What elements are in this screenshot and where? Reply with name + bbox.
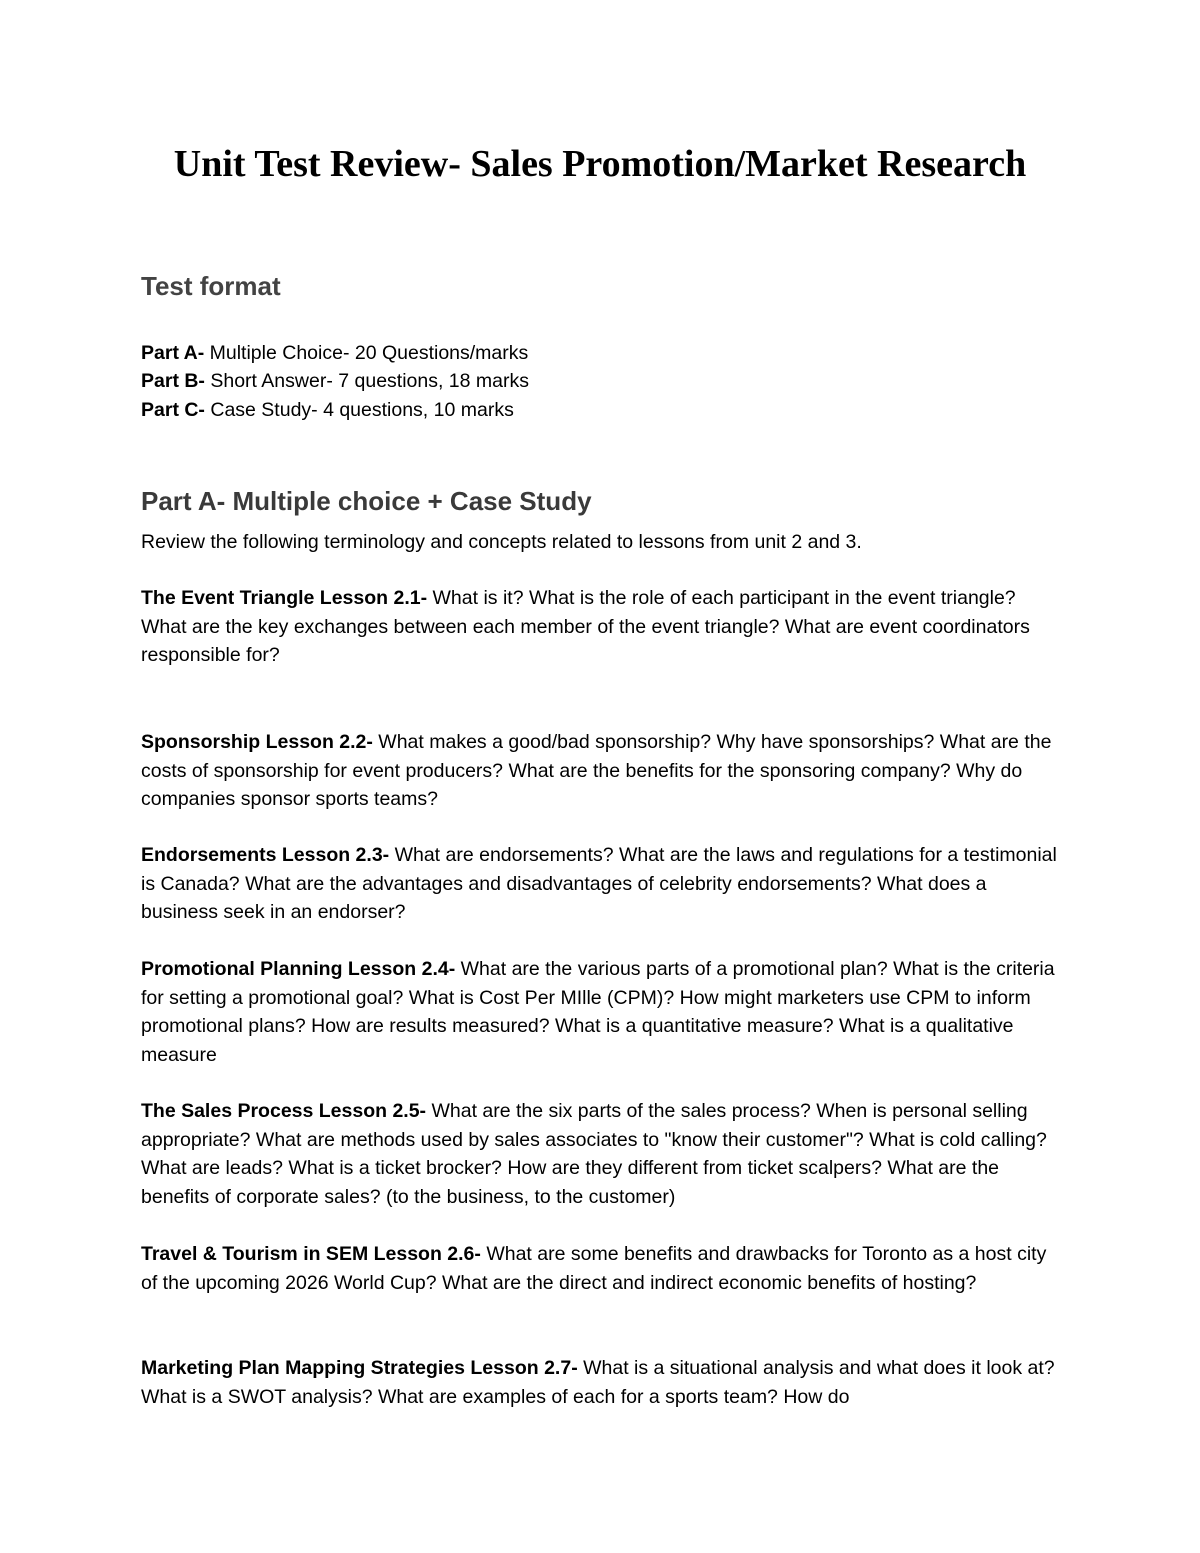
lesson-text: What are endorsements? What are the laws and regulations for a testimonial is Canada? What are the advantages and disadvantages of celebrity endorsements? What does a business seek in an endorser?	[141, 844, 1057, 924]
lesson-label: The Sales Process Lesson 2.5-	[141, 1100, 427, 1122]
lesson-label: Sponsorship Lesson 2.2-	[141, 731, 373, 753]
lesson-2-5-paragraph	[141, 1097, 1066, 1211]
format-item-text: Multiple Choice- 20 Questions/marks	[204, 342, 529, 364]
part-a-intro: Review the following terminology and concepts related to lessons from unit 2 and 3.	[141, 531, 862, 553]
format-item-part-c	[141, 396, 529, 424]
lesson-text: What is a situational analysis and what does it look at? What is a SWOT analysis? What are examples of each for a sports team? How do	[141, 1357, 1055, 1408]
lesson-text: What makes a good/bad sponsorship? Why have sponsorships? What are the costs of sponsorship for event producers? What are the benefits for the sponsoring company? Why do companies sponsor sports teams?	[141, 731, 1052, 811]
lesson-text: What are the various parts of a promotional plan? What is the criteria for setting a promotional goal? What is Cost Per MIlle (CPM)? How might marketers use CPM to inform promotional plans? How are results measured? What is a quantitative measure? What is a qualitative measure	[141, 958, 1055, 1066]
lesson-label: Travel & Tourism in SEM Lesson 2.6-	[141, 1243, 481, 1265]
format-item-label: Part C-	[141, 398, 205, 421]
lesson-2-6-paragraph	[141, 1240, 1066, 1297]
document-title: Unit Test Review- Sales Promotion/Market Research	[173, 143, 1027, 185]
lesson-label: Endorsements Lesson 2.3-	[141, 844, 390, 866]
format-item-text: Case Study- 4 questions, 10 marks	[204, 398, 514, 421]
lesson-label: Promotional Planning Lesson 2.4-	[141, 958, 456, 980]
format-item-part-b	[141, 367, 529, 395]
lesson-2-1-paragraph	[141, 584, 1066, 670]
format-item-text: Short Answer- 7 questions, 18 marks	[204, 370, 530, 393]
lesson-2-7-paragraph	[141, 1354, 1066, 1411]
lesson-label: The Event Triangle Lesson 2.1-	[141, 587, 428, 609]
format-item-label: Part A-	[141, 342, 205, 364]
lesson-text: What is it? What is the role of each participant in the event triangle? What are the key exchanges between each member of the event triangle? What are event coordinators responsible for?	[141, 587, 1030, 667]
lesson-2-2-paragraph	[141, 728, 1066, 814]
lesson-text: What are the six parts of the sales process? When is personal selling appropriate? What are methods used by sales associates to "know their customer"? What is cold calling? What are leads? What is a ticket brocker? How are they different from ticket scalpers? What are the benefits of corporate sales? (to the business, to the customer)	[141, 1100, 1047, 1208]
format-item-label: Part B-	[141, 370, 205, 393]
lesson-label: Marketing Plan Mapping Strategies Lesson 2.7-	[141, 1357, 578, 1379]
part-a-heading: Part A- Multiple choice + Case Study	[141, 486, 592, 516]
test-format-list	[141, 339, 529, 424]
format-item-part-a	[141, 339, 529, 367]
lesson-2-4-paragraph	[141, 955, 1066, 1069]
test-format-heading: Test format	[141, 271, 281, 301]
lesson-text: What are some benefits and drawbacks for Toronto as a host city of the upcoming 2026 World Cup? What are the direct and indirect economic benefits of hosting?	[141, 1243, 1047, 1294]
lesson-2-3-paragraph	[141, 841, 1066, 927]
